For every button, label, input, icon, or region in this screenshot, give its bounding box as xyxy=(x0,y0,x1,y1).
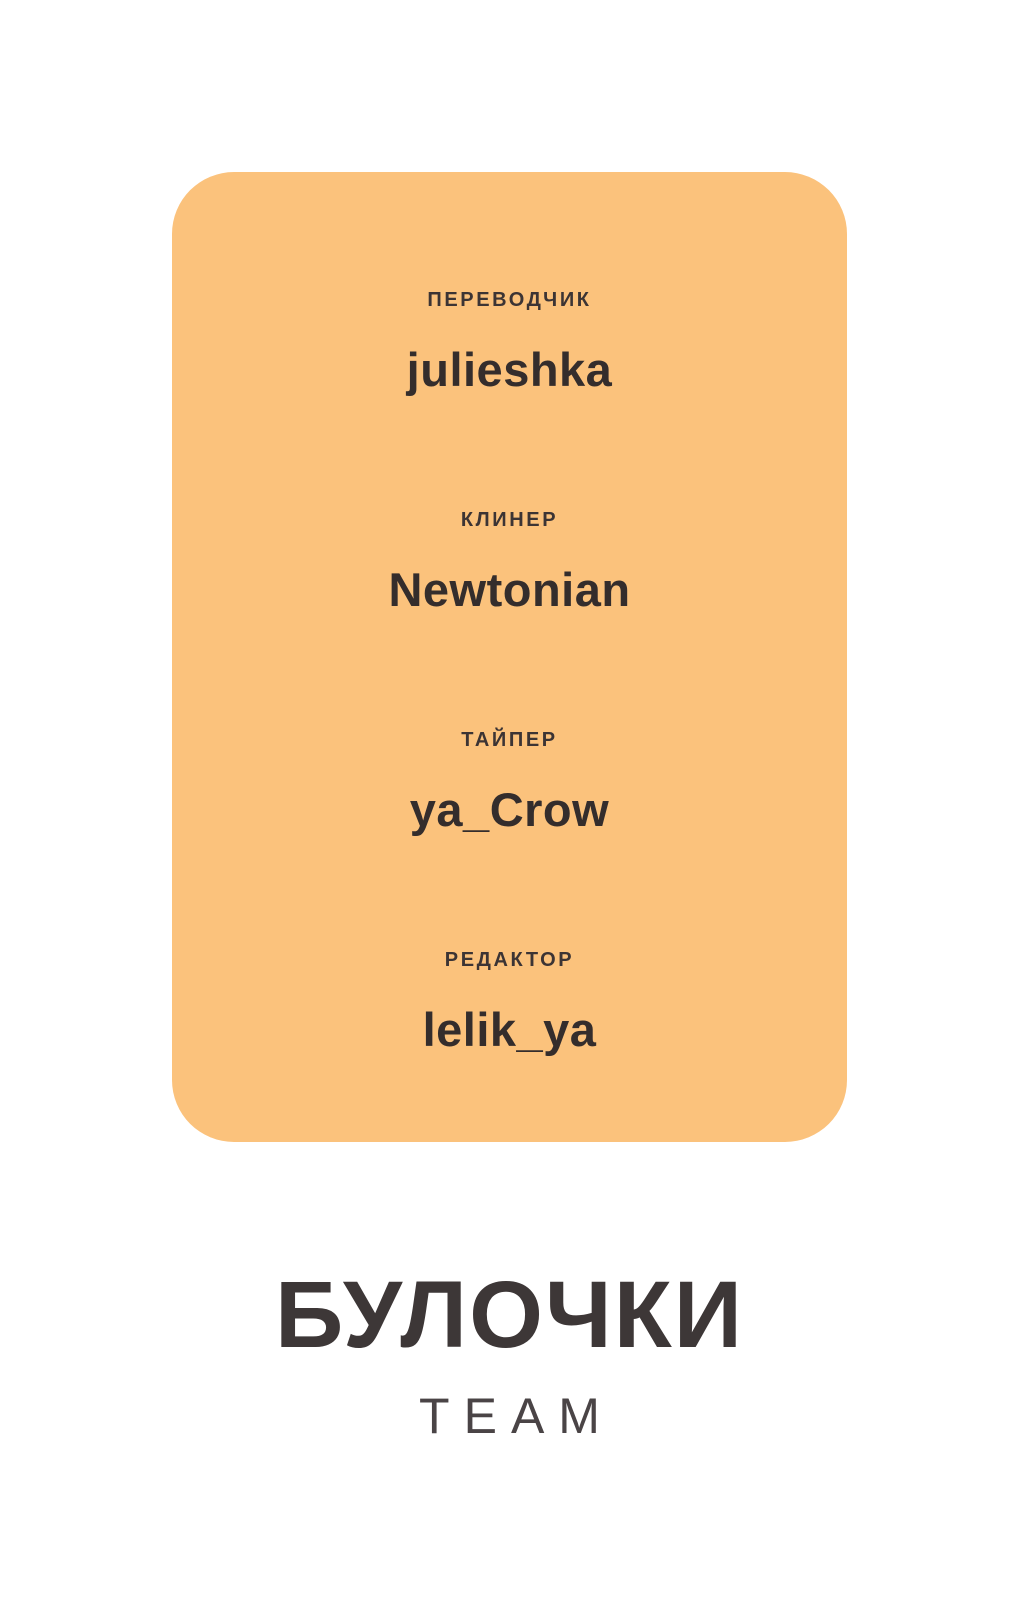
credit-entry-translator xyxy=(172,289,847,396)
credit-role-label: ТАЙПЕР xyxy=(461,729,558,751)
credit-entry-cleaner xyxy=(172,509,847,616)
credit-role-label: КЛИНЕР xyxy=(460,509,559,531)
credit-name-value: lelik_ya xyxy=(422,1003,597,1056)
team-subtitle: TEAM xyxy=(419,1388,614,1444)
team-logo xyxy=(0,1262,1019,1444)
team-title: БУЛОЧКИ xyxy=(275,1262,744,1368)
credit-entry-editor xyxy=(172,949,847,1056)
credit-entry-typer xyxy=(172,729,847,836)
credit-name-value: Newtonian xyxy=(388,563,631,616)
credit-name-value: ya_Crow xyxy=(409,783,610,836)
credits-card xyxy=(172,172,847,1142)
credit-name-value: julieshka xyxy=(406,343,613,396)
credit-role-label: ПЕРЕВОДЧИК xyxy=(427,289,592,311)
credit-role-label: РЕДАКТОР xyxy=(444,949,575,971)
